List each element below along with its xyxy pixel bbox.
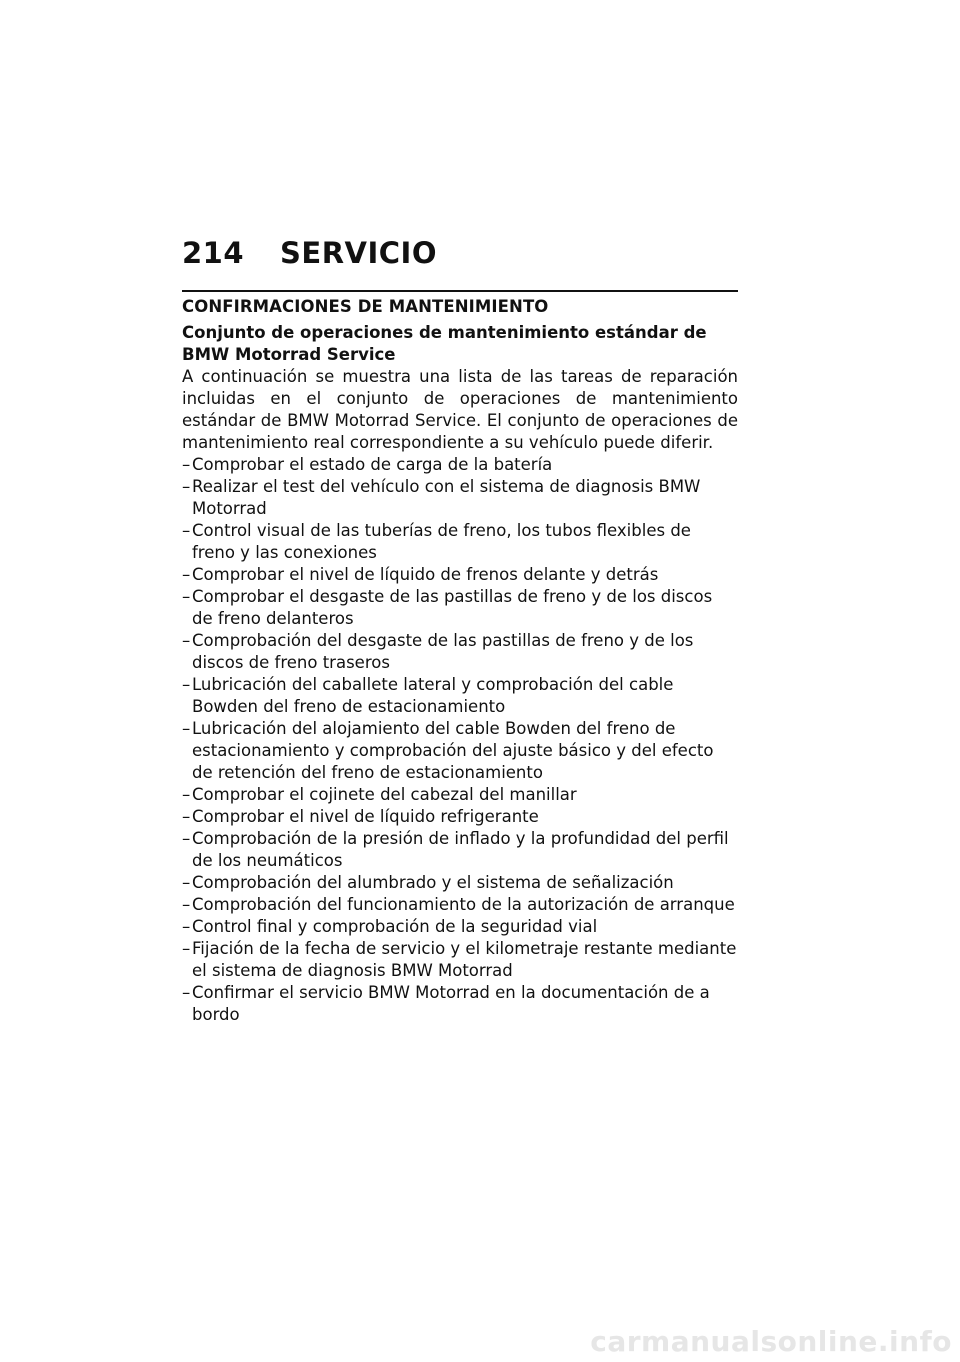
manual-page xyxy=(182,236,738,1026)
list-item: – Confirmar el servicio BMW Motorrad en la documentación de a bordo xyxy=(182,982,738,1026)
list-item: – Fijación de la fecha de servicio y el kilometraje restante mediante el sistema de diagnosis BMW Motorrad xyxy=(182,938,738,982)
intro-paragraph: A continuación se muestra una lista de las tareas de reparación incluidas en el conjunto de operaciones de mantenimiento estándar de BMW Motorrad Service. El conjunto de operaciones de mantenimiento real correspondiente a su vehículo puede diferir. xyxy=(182,367,738,452)
page-header xyxy=(182,236,738,282)
chapter-title: SERVICIO xyxy=(280,236,437,270)
list-item: – Comprobación del alumbrado y el sistema de señalización xyxy=(182,872,738,894)
header-rule xyxy=(182,290,738,292)
subsection-title: Conjunto de operaciones de mantenimiento estándar de BMW Motorrad Service xyxy=(182,323,707,364)
list-item: – Comprobar el nivel de líquido de frenos delante y detrás xyxy=(182,564,738,586)
list-item: – Comprobar el nivel de líquido refrigerante xyxy=(182,806,738,828)
list-item: – Comprobar el desgaste de las pastillas de freno y de los discos de freno delanteros xyxy=(182,586,738,630)
list-item: – Comprobar el estado de carga de la batería xyxy=(182,454,738,476)
site-watermark: carmanualsonline.info xyxy=(590,1325,952,1358)
page-number: 214 xyxy=(182,236,245,270)
list-item: – Comprobar el cojinete del cabezal del manillar xyxy=(182,784,738,806)
maintenance-task-list xyxy=(182,454,738,1026)
list-item: – Comprobación de la presión de inflado y la profundidad del perfil de los neumáticos xyxy=(182,828,738,872)
list-item: – Realizar el test del vehículo con el sistema de diagnosis BMW Motorrad xyxy=(182,476,738,520)
list-item: – Lubricación del caballete lateral y comprobación del cable Bowden del freno de estacionamiento xyxy=(182,674,738,718)
list-item: – Lubricación del alojamiento del cable Bowden del freno de estacionamiento y comprobación del ajuste básico y del efecto de retención del freno de estacionamiento xyxy=(182,718,738,784)
list-item: – Comprobación del funcionamiento de la autorización de arranque xyxy=(182,894,738,916)
list-item: – Control visual de las tuberías de freno, los tubos flexibles de freno y las conexiones xyxy=(182,520,738,564)
section-title: CONFIRMACIONES DE MANTENIMIENTO xyxy=(182,297,549,316)
list-item: – Control final y comprobación de la seguridad vial xyxy=(182,916,738,938)
list-item: – Comprobación del desgaste de las pastillas de freno y de los discos de freno traseros xyxy=(182,630,738,674)
